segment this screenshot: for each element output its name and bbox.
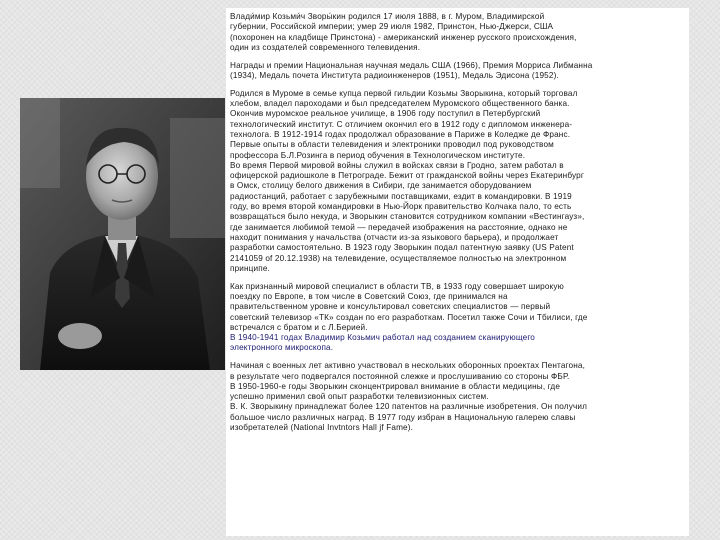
text-line: находит понимания у начальства (отчасти из-за языкового барьера), и продолжает [230,232,559,242]
text-line: Родился в Муроме в семье купца первой гильдии Козьмы Зворыкина, который торговал [230,88,578,98]
recognition-paragraph [230,282,684,354]
portrait-image [20,98,225,370]
text-line: в результате чего подвергался постоянной слежке и прослушиванию со стороны ФБР. [230,371,570,381]
text-line: Начиная с военных лет активно участвовал в нескольких оборонных проектах Пентагона, [230,361,585,371]
text-line-highlighted: В 1940-1941 годах Владимир Козьмич работал над созданием сканирующего [230,333,535,343]
text-line-highlighted: электронного микроскопа. [230,343,334,353]
biography-text-panel [226,8,689,536]
text-line: губернии, Российской империи; умер 29 июля 1982, Принстон, Нью-Джерси, США [230,22,554,32]
text-line: Первые опыты в области телевидения и электроники проводил под руководством [230,140,554,150]
text-line: В. К. Зворыкину принадлежат более 120 патентов на различные изобретения. Он получил [230,402,588,412]
text-line: встречался с братом и с Л.Берией. [230,322,368,332]
text-line: советский телевизор «ТК» создан по его разработкам. Посетил также Сочи и Тбилиси, где [230,312,588,322]
text-line: где занимается любимой темой — передачей изображения на расстояние, однако не [230,222,568,232]
text-line: в Омск, столицу белого движения в Сибири, где занимается оборудованием [230,181,532,191]
text-line: хлебом, владел пароходами и был председателем Муромского общественного банка. [230,99,570,109]
text-line: Влади́мир Козьми́ч Зворы́кин родился 17 июля 1888, в г. Муром, Владимирской [230,12,545,21]
text-line: технологический институт. С отличием окончил его в 1912 году с дипломом инженера- [230,119,573,129]
text-line: В 1950-1960-е годы Зворыкин сконцентрировал внимание в области медицины, где [230,381,561,391]
text-line: радиостанций, работает с зарубежными поставщиками, ездит в командировки. В 1919 [230,191,572,201]
text-line: один из создателей современного телевидения. [230,42,421,52]
text-line: 2141059 of 20.12.1938) на телевидение, осуществляемое полностью на электронном [230,253,567,263]
text-line: правительственном уровне и консультировал советских специалистов — первый [230,302,551,312]
text-line: (1934), Медаль почета Института радиоинженеров (1951), Медаль Эдисона (1952). [230,70,559,80]
text-line: году, во время второй командировки в Нью-Йорк правительство Колчака пало, то есть [230,202,572,212]
text-line: Окончив муромское реальное училище, в 1906 году поступил в Петербургский [230,109,541,119]
text-line: офицерской радиошколе в Петрограде. Бежит от гражданской войны через Екатеринбург [230,171,584,181]
awards-paragraph [230,61,684,82]
early-life-paragraph [230,89,684,274]
later-years-paragraph [230,361,684,433]
text-line: профессора Б.Л.Розинга в период обучения в Технологическом институте. [230,150,526,160]
text-line: Во время Первой мировой войны служил в войсках связи в Гродно, затем работал в [230,160,564,170]
text-line: изобретателей (National Invtntors Hall jf Fame). [230,422,414,432]
text-line: большое число различных наград. В 1977 году избран в Национальную галерею славы [230,412,576,422]
text-line: (похоронен на кладбище Принстона) - американский инженер русского происхождения, [230,32,577,42]
intro-paragraph [230,12,684,53]
text-line: Как признанный мировой специалист в области ТВ, в 1933 году совершает широкую [230,281,564,291]
text-line: разработки самостоятельно. В 1923 году Зворыкин подал патентную заявку (US Patent [230,243,574,253]
text-line: успешно применил свой опыт разработки телевизионных систем. [230,392,489,402]
text-line: принципе. [230,263,270,273]
text-line: поездку по Европе, в том числе в Советский Союз, где принимался на [230,291,508,301]
text-line: возвращаться было некуда, и Зворыкин становится сотрудником компании «Вестингауз», [230,212,585,222]
portrait-photo [20,98,225,370]
text-line: технолога. В 1912-1914 годах продолжал образование в Париже в Коледже де Франс. [230,129,571,139]
text-line: Награды и премии Национальная научная медаль США (1966), Премия Морриса Либманна [230,60,593,70]
